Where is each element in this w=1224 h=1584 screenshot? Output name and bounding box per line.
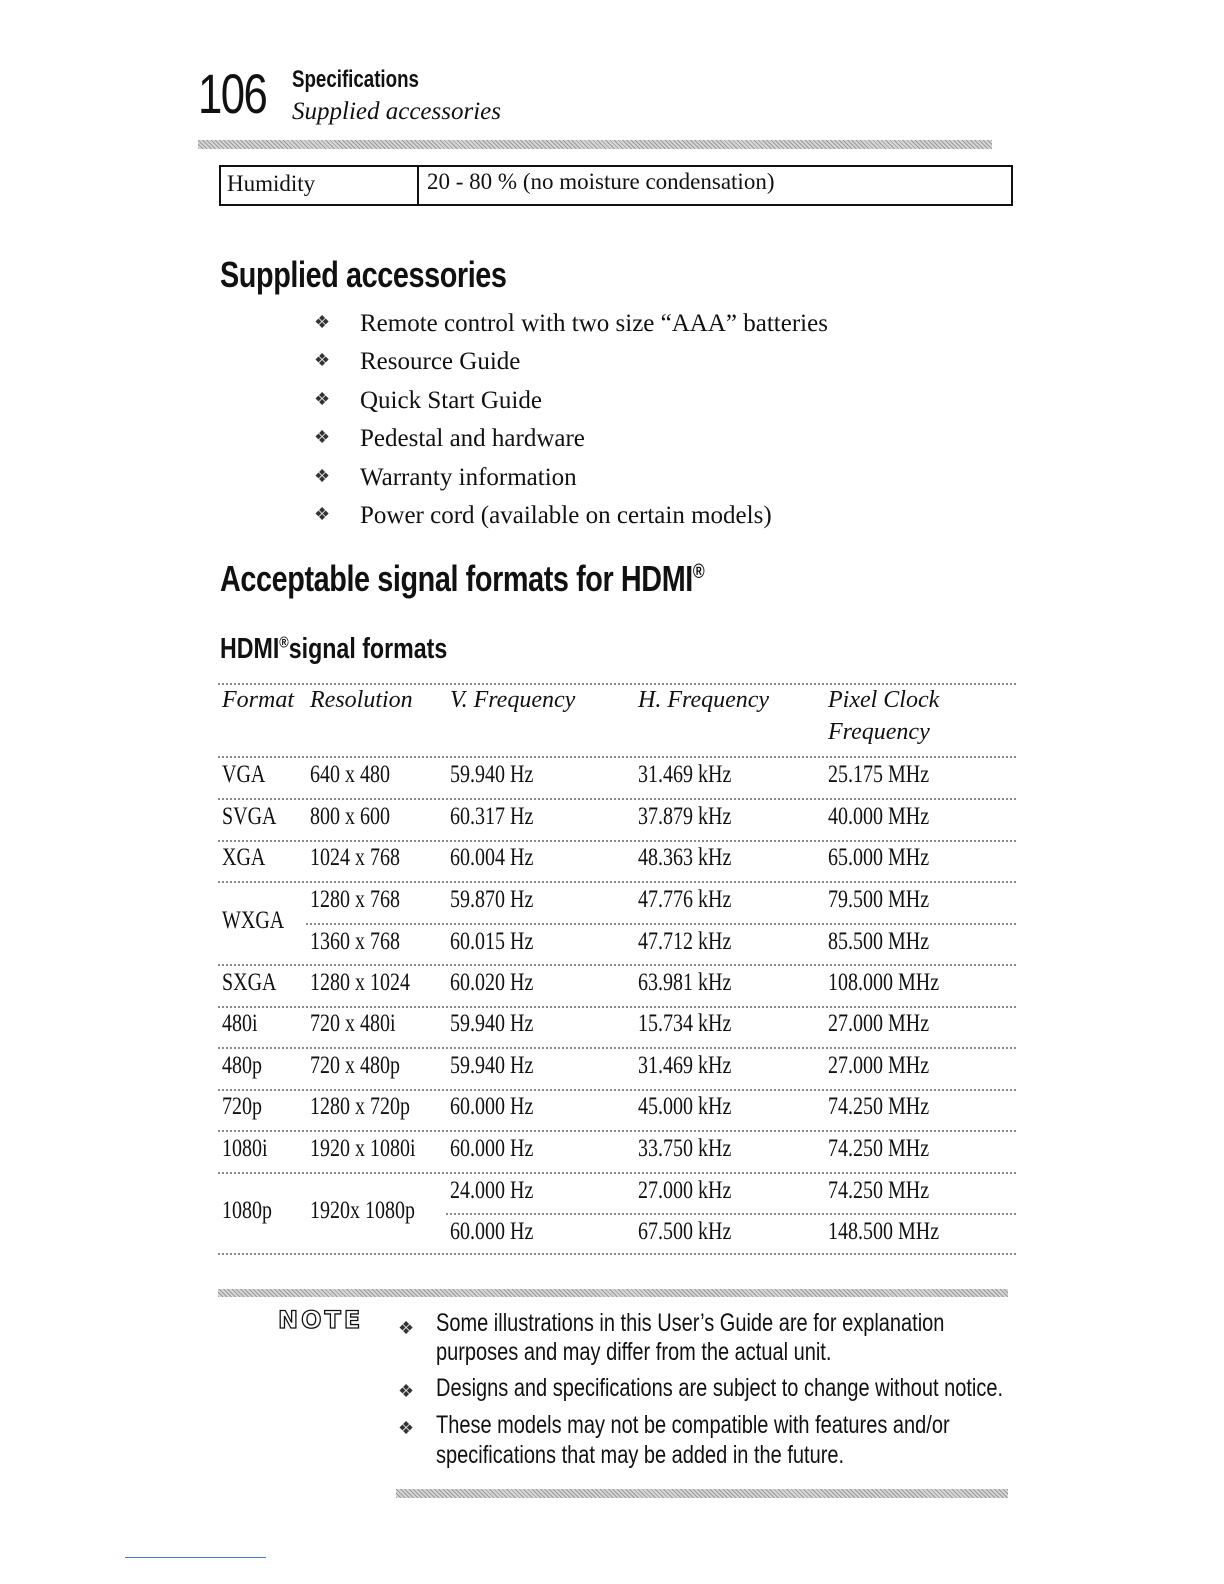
table-cell-h-frequency: 47.776 kHz — [638, 886, 732, 913]
table-cell-v-frequency: 59.940 Hz — [450, 1052, 534, 1079]
table-rule — [446, 1213, 1016, 1215]
table-cell-v-frequency: 24.000 Hz — [450, 1177, 534, 1204]
table-cell-resolution: 800 x 600 — [310, 803, 390, 830]
diamond-bullet-icon: ❖ — [398, 1418, 415, 1438]
list-item-text: Power cord (available on certain models) — [360, 502, 772, 529]
table-cell-resolution: 1280 x 720p — [310, 1093, 410, 1120]
list-item-text: Resource Guide — [360, 348, 521, 375]
table-rule — [218, 1047, 1016, 1049]
column-header-h-frequency: H. Frequency — [638, 687, 770, 713]
column-header-format: Format — [222, 687, 294, 713]
subheading-rest: signal formats — [288, 633, 448, 665]
table-cell-h-frequency: 15.734 kHz — [638, 1010, 732, 1037]
table-cell-resolution: 1280 x 768 — [310, 886, 400, 913]
diamond-bullet-icon: ❖ — [314, 312, 331, 332]
table-cell-v-frequency: 60.004 Hz — [450, 844, 534, 871]
table-cell-pixel-clock: 65.000 MHz — [828, 844, 930, 871]
table-cell-format: 1080i — [222, 1135, 268, 1162]
humidity-label: Humidity — [227, 171, 316, 196]
table-cell-v-frequency: 60.000 Hz — [450, 1135, 534, 1162]
note-item-line: purposes and may differ from the actual unit. — [436, 1338, 832, 1366]
table-cell-resolution: 720 x 480i — [310, 1010, 396, 1037]
table-cell-v-frequency: 60.020 Hz — [450, 969, 534, 996]
table-cell-pixel-clock: 74.250 MHz — [828, 1177, 930, 1204]
table-rule — [218, 756, 1016, 758]
table-cell-h-frequency: 48.363 kHz — [638, 844, 732, 871]
note-item-line: specifications that may be added in the future. — [436, 1441, 845, 1469]
table-rule — [218, 1089, 1016, 1091]
table-cell-h-frequency: 31.469 kHz — [638, 761, 732, 788]
table-cell-resolution: 1920x 1080p — [310, 1197, 415, 1224]
table-rule — [218, 798, 1016, 800]
table-cell-h-frequency: 45.000 kHz — [638, 1093, 732, 1120]
note-item-line: Some illustrations in this User’s Guide are for explanation — [436, 1309, 945, 1337]
table-cell-resolution: 640 x 480 — [310, 761, 390, 788]
table-rule — [218, 840, 1016, 842]
table-cell-v-frequency: 60.015 Hz — [450, 928, 534, 955]
diamond-bullet-icon: ❖ — [314, 504, 331, 524]
table-rule — [218, 683, 1016, 685]
table-cell-v-frequency: 60.000 Hz — [450, 1218, 534, 1245]
table-cell-pixel-clock: 27.000 MHz — [828, 1052, 930, 1079]
list-item-text: Quick Start Guide — [360, 387, 542, 414]
accessories-heading: Supplied accessories — [220, 254, 507, 295]
note-label: NOTE — [278, 1306, 364, 1334]
table-cell-pixel-clock: 74.250 MHz — [828, 1093, 930, 1120]
table-cell-format: 720p — [222, 1093, 262, 1120]
table-cell-h-frequency: 37.879 kHz — [638, 803, 732, 830]
table-cell-format: WXGA — [222, 907, 285, 934]
note-top-bar — [218, 1289, 1008, 1297]
humidity-value: 20 - 80 % (no moisture condensation) — [427, 169, 775, 194]
table-cell-h-frequency: 33.750 kHz — [638, 1135, 732, 1162]
table-cell-format: VGA — [222, 761, 266, 788]
table-rule — [218, 881, 1016, 883]
table-cell-pixel-clock: 85.500 MHz — [828, 928, 930, 955]
registered-mark: ® — [692, 561, 705, 583]
table-cell-pixel-clock: 25.175 MHz — [828, 761, 930, 788]
table-rule — [306, 923, 1016, 925]
table-cell-pixel-clock: 79.500 MHz — [828, 886, 930, 913]
table-cell-pixel-clock: 108.000 MHz — [828, 969, 940, 996]
list-item-text: Pedestal and hardware — [360, 425, 585, 452]
table-cell-format: SVGA — [222, 803, 277, 830]
table-cell-pixel-clock: 148.500 MHz — [828, 1218, 940, 1245]
diamond-bullet-icon: ❖ — [314, 350, 331, 370]
table-cell-resolution: 1920 x 1080i — [310, 1135, 416, 1162]
registered-mark: ® — [279, 634, 289, 652]
table-cell-resolution: 720 x 480p — [310, 1052, 400, 1079]
diamond-bullet-icon: ❖ — [398, 1381, 415, 1401]
table-cell-format: 1080p — [222, 1197, 272, 1224]
note-item-line: These models may not be compatible with features and/or — [436, 1411, 950, 1439]
diamond-bullet-icon: ❖ — [314, 389, 331, 409]
table-cell-pixel-clock: 40.000 MHz — [828, 803, 930, 830]
header-divider-bar — [198, 140, 992, 149]
table-cell-format: SXGA — [222, 969, 277, 996]
table-cell-h-frequency: 31.469 kHz — [638, 1052, 732, 1079]
table-cell-pixel-clock: 27.000 MHz — [828, 1010, 930, 1037]
table-cell-v-frequency: 59.940 Hz — [450, 1010, 534, 1037]
footer-rule — [125, 1557, 266, 1558]
table-rule — [218, 1130, 1016, 1132]
table-rule — [218, 964, 1016, 966]
diamond-bullet-icon: ❖ — [398, 1318, 415, 1338]
table-cell-format: 480i — [222, 1010, 258, 1037]
signal-formats-heading — [220, 558, 704, 600]
list-item-text: Warranty information — [360, 464, 577, 491]
subheading-hdmi: HDMI — [220, 633, 280, 665]
table-cell-h-frequency: 47.712 kHz — [638, 928, 732, 955]
table-cell-v-frequency: 60.317 Hz — [450, 803, 534, 830]
table-cell-h-frequency: 67.500 kHz — [638, 1218, 732, 1245]
note-bottom-bar — [396, 1489, 1008, 1498]
table-cell-resolution: 1024 x 768 — [310, 844, 400, 871]
column-header-v-frequency: V. Frequency — [450, 687, 576, 713]
table-cell-resolution: 1280 x 1024 — [310, 969, 410, 996]
humidity-table-row — [219, 165, 1013, 206]
table-cell-pixel-clock: 74.250 MHz — [828, 1135, 930, 1162]
list-item-text: Remote control with two size “AAA” batteries — [360, 310, 828, 337]
column-header-resolution: Resolution — [310, 687, 413, 713]
column-header-pixel-clock: Pixel Clock — [828, 687, 940, 713]
diamond-bullet-icon: ❖ — [314, 466, 331, 486]
column-header-pixel-clock-line2: Frequency — [828, 719, 930, 745]
table-rule — [218, 1006, 1016, 1008]
table-cell-v-frequency: 59.940 Hz — [450, 761, 534, 788]
signal-formats-heading-text: Acceptable signal formats for HDMI — [220, 558, 693, 599]
hdmi-signal-formats-subheading — [220, 633, 447, 666]
header-subsection-title: Supplied accessories — [292, 98, 501, 125]
signal-formats-table — [218, 683, 1016, 1257]
table-cell-v-frequency: 59.870 Hz — [450, 886, 534, 913]
cell-divider — [417, 167, 419, 204]
table-rule — [218, 1172, 1016, 1174]
note-item-line: Designs and specifications are subject to change without notice. — [436, 1374, 1004, 1402]
table-cell-h-frequency: 27.000 kHz — [638, 1177, 732, 1204]
page-number: 106 — [198, 62, 267, 125]
table-rule — [218, 1253, 1016, 1255]
table-cell-v-frequency: 60.000 Hz — [450, 1093, 534, 1120]
table-cell-h-frequency: 63.981 kHz — [638, 969, 732, 996]
table-cell-resolution: 1360 x 768 — [310, 928, 400, 955]
header-section-title: Specifications — [292, 66, 419, 93]
diamond-bullet-icon: ❖ — [314, 427, 331, 447]
table-cell-format: XGA — [222, 844, 266, 871]
table-cell-format: 480p — [222, 1052, 262, 1079]
